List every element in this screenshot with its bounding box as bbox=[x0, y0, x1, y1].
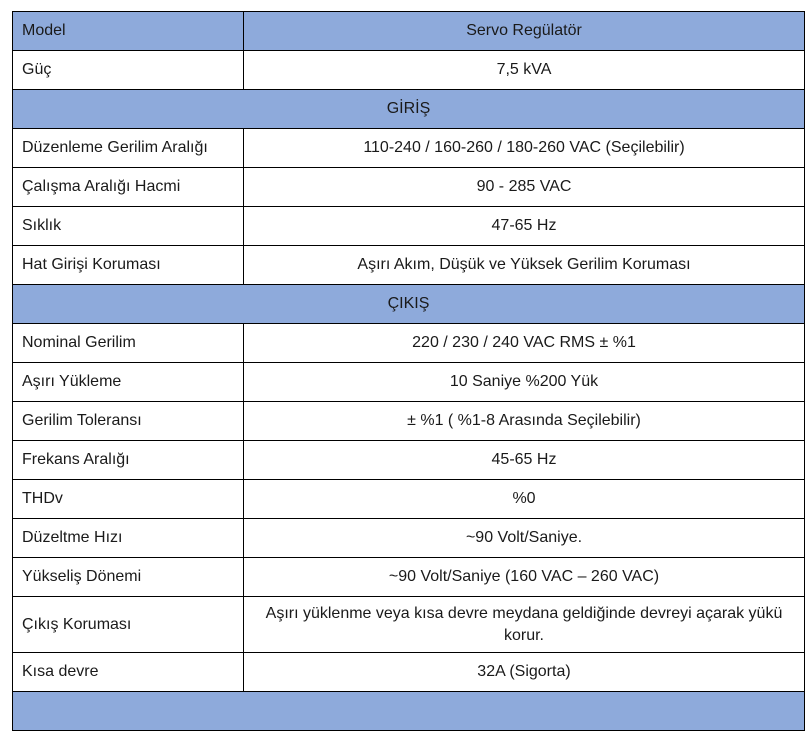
row-label: Çalışma Aralığı Hacmi bbox=[13, 168, 244, 207]
table-row bbox=[13, 480, 805, 519]
row-value: Aşırı yüklenme veya kısa devre meydana geldiğinde devreyi açarak yükü korur. bbox=[244, 597, 805, 653]
table-row bbox=[13, 51, 805, 90]
row-value: 32A (Sigorta) bbox=[244, 653, 805, 692]
section-header-output bbox=[13, 285, 805, 324]
row-label: Düzeltme Hızı bbox=[13, 519, 244, 558]
table-row bbox=[13, 519, 805, 558]
header-label: Model bbox=[13, 12, 244, 51]
row-label: Aşırı Yükleme bbox=[13, 363, 244, 402]
row-value: 45-65 Hz bbox=[244, 441, 805, 480]
row-value: %0 bbox=[244, 480, 805, 519]
row-label: THDv bbox=[13, 480, 244, 519]
row-label: Yükseliş Dönemi bbox=[13, 558, 244, 597]
table-footer-band bbox=[13, 692, 805, 731]
table-row bbox=[13, 653, 805, 692]
table-row bbox=[13, 441, 805, 480]
table-row bbox=[13, 129, 805, 168]
section-title: GİRİŞ bbox=[13, 90, 805, 129]
header-row bbox=[13, 12, 805, 51]
row-value: 220 / 230 / 240 VAC RMS ± %1 bbox=[244, 324, 805, 363]
row-value: ~90 Volt/Saniye. bbox=[244, 519, 805, 558]
table-row bbox=[13, 207, 805, 246]
row-value: 7,5 kVA bbox=[244, 51, 805, 90]
table-row bbox=[13, 558, 805, 597]
table-row bbox=[13, 324, 805, 363]
row-label: Güç bbox=[13, 51, 244, 90]
row-value: ~90 Volt/Saniye (160 VAC – 260 VAC) bbox=[244, 558, 805, 597]
row-value: 10 Saniye %200 Yük bbox=[244, 363, 805, 402]
footer-band-cell bbox=[13, 692, 805, 731]
table-row bbox=[13, 168, 805, 207]
row-label: Frekans Aralığı bbox=[13, 441, 244, 480]
row-value: 47-65 Hz bbox=[244, 207, 805, 246]
header-value: Servo Regülatör bbox=[244, 12, 805, 51]
section-title: ÇIKIŞ bbox=[13, 285, 805, 324]
section-header-input bbox=[13, 90, 805, 129]
row-value: 90 - 285 VAC bbox=[244, 168, 805, 207]
row-label: Kısa devre bbox=[13, 653, 244, 692]
row-label: Nominal Gerilim bbox=[13, 324, 244, 363]
spec-table bbox=[12, 11, 805, 731]
row-value: ± %1 ( %1-8 Arasında Seçilebilir) bbox=[244, 402, 805, 441]
table-row bbox=[13, 363, 805, 402]
row-label: Düzenleme Gerilim Aralığı bbox=[13, 129, 244, 168]
row-label: Sıklık bbox=[13, 207, 244, 246]
table-row bbox=[13, 597, 805, 653]
table-row bbox=[13, 246, 805, 285]
row-label: Çıkış Koruması bbox=[13, 597, 244, 653]
row-label: Hat Girişi Koruması bbox=[13, 246, 244, 285]
row-label: Gerilim Toleransı bbox=[13, 402, 244, 441]
table-row bbox=[13, 402, 805, 441]
row-value: 110-240 / 160-260 / 180-260 VAC (Seçilebilir) bbox=[244, 129, 805, 168]
row-value: Aşırı Akım, Düşük ve Yüksek Gerilim Koruması bbox=[244, 246, 805, 285]
